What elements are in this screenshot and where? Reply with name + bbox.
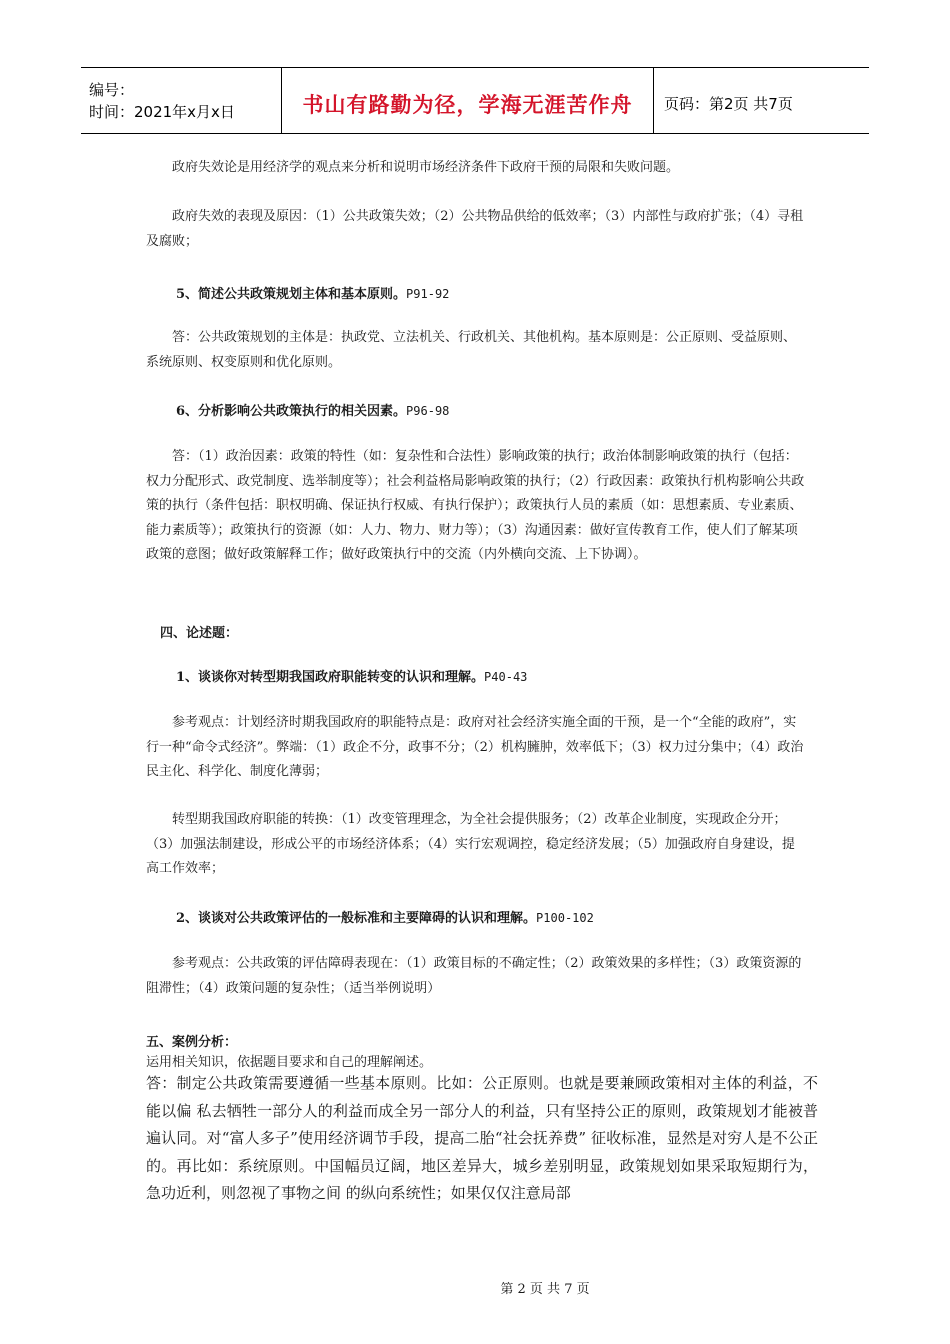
case-answer: 答：制定公共政策需要遵循一些基本原则。比如：公正原则。也就是要兼顾政策相对主体的利益，不能以偏 私去牺牲一部分人的利益而成全另一部分人的利益，只有坚持公正的原则，政策规划才能被普遍认同。对“富人多子”使用经济调节手段，提高二胎“社会抚养费” 征收标准，显然是对穷人是不公正的。再比如：系统原则。中国幅员辽阔，地区差异大，城乡差别明显，政策规划如果采取短期行为，急功近利，则忽视了事物之间 的纵向系统性；如果仅仅注意局部 bbox=[146, 1074, 818, 1202]
paragraph-failure-causes: 政府失效的表现及原因：（1）公共政策失效；（2）公共物品供给的低效率；（3）内部性与政府扩张；（4）寻租及腐败； bbox=[146, 209, 804, 249]
header-motto: 书山有路勤为径，学海无涯苦作舟 bbox=[281, 68, 654, 133]
discussion-2-title bbox=[176, 908, 594, 929]
number-label: 编号： bbox=[89, 80, 135, 99]
question-5-ref: P91-92 bbox=[406, 287, 450, 301]
discussion-1-paragraph-2: 转型期我国政府职能的转换：（1）改变管理理念，为全社会提供服务；（2）改革企业制度，实现政企分开；（3）加强法制建设，形成公平的市场经济体系；（4）实行宏观调控，稳定经济发展；（5）加强政府自身建设，提高工作效率； bbox=[146, 812, 795, 876]
page-footer: 第 2 页 共 7 页 bbox=[500, 1282, 590, 1297]
discussion-1-paragraph-1: 参考观点：计划经济时期我国政府的职能特点是：政府对社会经济实施全面的干预，是一个“全能的政府”，实行一种“命令式经济”。弊端：（1）政企不分，政事不分；（2）机构臃肿，效率低下；（3）权力过分集中；（4）政治民主化、科学化、制度化薄弱； bbox=[146, 715, 804, 779]
document-header bbox=[81, 67, 869, 134]
section-4-heading: 四、论述题： bbox=[160, 626, 239, 641]
question-6-title bbox=[176, 401, 449, 422]
paragraph-government-failure: 政府失效论是用经济学的观点来分析和说明市场经济条件下政府干预的局限和失败问题。 bbox=[172, 160, 680, 175]
question-5-title bbox=[176, 284, 449, 305]
section-5-heading: 五、案例分析： bbox=[146, 1035, 238, 1050]
discussion-2-ref: P100-102 bbox=[536, 911, 594, 925]
discussion-1-text: 1、谈谈你对转型期我国政府职能转变的认识和理解。 bbox=[176, 670, 485, 685]
discussion-2-text: 2、谈谈对公共政策评估的一般标准和主要障碍的认识和理解。 bbox=[176, 911, 537, 926]
discussion-2-paragraph: 参考观点：公共政策的评估障碍表现在：（1）政策目标的不确定性；（2）政策效果的多样性；（3）政策资源的阻滞性；（4）政策问题的复杂性；（适当举例说明） bbox=[146, 956, 802, 996]
question-5-answer: 答：公共政策规划的主体是：执政党、立法机关、行政机关、其他机构。基本原则是：公正原则、受益原则、系统原则、权变原则和优化原则。 bbox=[146, 330, 797, 370]
question-5-text: 5、简述公共政策规划主体和基本原则。 bbox=[176, 287, 407, 302]
question-6-answer: 答：（1）政治因素：政策的特性（如：复杂性和合法性）影响政策的执行；政治体制影响政策的执行（包括：权力分配形式、政党制度、选举制度等）；社会利益格局影响政策的执行；（2）行政因素：政策执行机构影响公共政策的执行（条件包括：职权明确、保证执行权威、有执行保护）；政策执行人员的素质（如：思想素质、专业素质、能力素质等）；政策执行的资源（如：人力、物力、财力等）；（3）沟通因素：做好宣传教育工作，使人们了解某项政策的意图；做好政策解释工作；做好政策执行中的交流（内外横向交流、上下协调）。 bbox=[146, 449, 805, 562]
time-label: 时间：2021年x月x日 bbox=[89, 102, 235, 121]
header-meta bbox=[81, 68, 281, 133]
discussion-1-title bbox=[176, 667, 527, 688]
header-page-info: 页码：第2页 共7页 bbox=[664, 95, 793, 113]
case-instruction: 运用相关知识，依据题目要求和自己的理解阐述。 bbox=[146, 1055, 433, 1070]
question-6-ref: P96-98 bbox=[406, 404, 450, 418]
discussion-1-ref: P40-43 bbox=[484, 670, 528, 684]
question-6-text: 6、分析影响公共政策执行的相关因素。 bbox=[176, 404, 407, 419]
